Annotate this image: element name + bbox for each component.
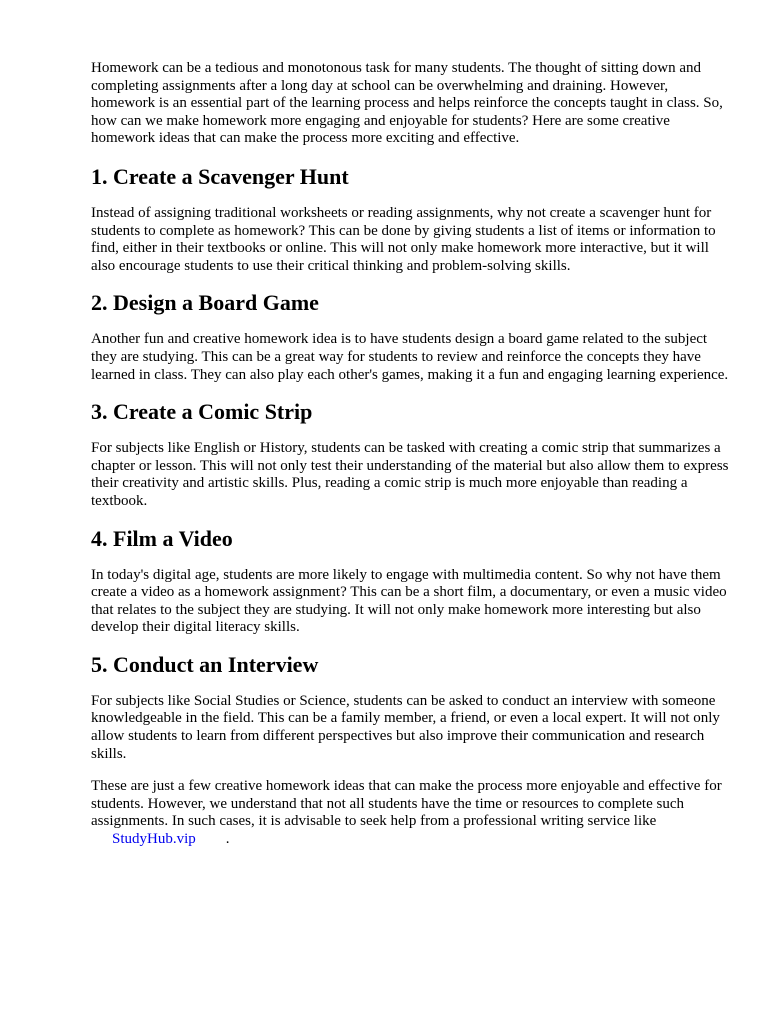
closing-period: . — [225, 831, 230, 848]
closing-text: These are just a few creative homework ideas that can make the process more enjoyable and effective for students. However, we understand that not all students have the time or resources to complete such assignments. In such cases, it is advisable to seek help from a professional writing service like — [91, 778, 722, 830]
section-interview — [91, 652, 731, 763]
section-body: Another fun and creative homework idea is to have students design a board game related to the subject they are studying. This can be a great way for students to review and reinforce the concepts they have learned in class. They can also play each other's games, making it a fun and engaging learning experience. — [91, 331, 729, 383]
section-body: Instead of assigning traditional worksheets or reading assignments, why not create a scavenger hunt for students to complete as homework? This can be done by giving students a list of items or information to find, either in their textbooks or online. This will not only make homework more interactive, but it will also encourage students to use their critical thinking and problem-solving skills. — [91, 204, 716, 274]
section-body: For subjects like English or History, students can be tasked with creating a comic strip that summarizes a chapter or lesson. This will not only test their understanding of the material but also allow them to express their creativity and artistic skills. Plus, reading a comic strip is much more enjoyable than reading a textbook. — [91, 440, 729, 509]
studyhub-link[interactable]: StudyHub.vip — [112, 831, 196, 848]
closing-paragraph — [91, 778, 731, 848]
section-heading: 2. Design a Board Game — [91, 290, 319, 316]
document-page — [91, 60, 731, 849]
intro-paragraph: Homework can be a tedious and monotonous task for many students. The thought of sitting down and completing assignments after a long day at school can be overwhelming and draining. However, homework is an essential part of the learning process and helps reinforce the concepts taught in class. So, how can we make homework more engaging and enjoyable for students? Here are some creative homework ideas that can make the process more exciting and effective. — [91, 60, 723, 147]
section-heading: 4. Film a Video — [91, 525, 233, 551]
section-body: For subjects like Social Studies or Science, students can be asked to conduct an interview with someone knowledgeable in the field. This can be a family member, a friend, or even a local expert. It will not only allow students to learn from different perspectives but also improve their communication and research skills. — [91, 692, 720, 762]
section-scavenger-hunt — [91, 164, 731, 275]
section-comic-strip — [91, 399, 731, 510]
section-heading: 1. Create a Scavenger Hunt — [91, 163, 349, 189]
link-line — [91, 831, 731, 849]
section-heading: 3. Create a Comic Strip — [91, 399, 313, 425]
section-film-video — [91, 526, 731, 637]
section-board-game — [91, 290, 731, 384]
section-heading: 5. Conduct an Interview — [91, 651, 319, 677]
section-body: In today's digital age, students are more likely to engage with multimedia content. So why not have them create a video as a homework assignment? This can be a short film, a documentary, or even a music video that relates to the subject they are studying. It will not only make homework more interesting but also develop their digital literacy skills. — [91, 566, 727, 636]
